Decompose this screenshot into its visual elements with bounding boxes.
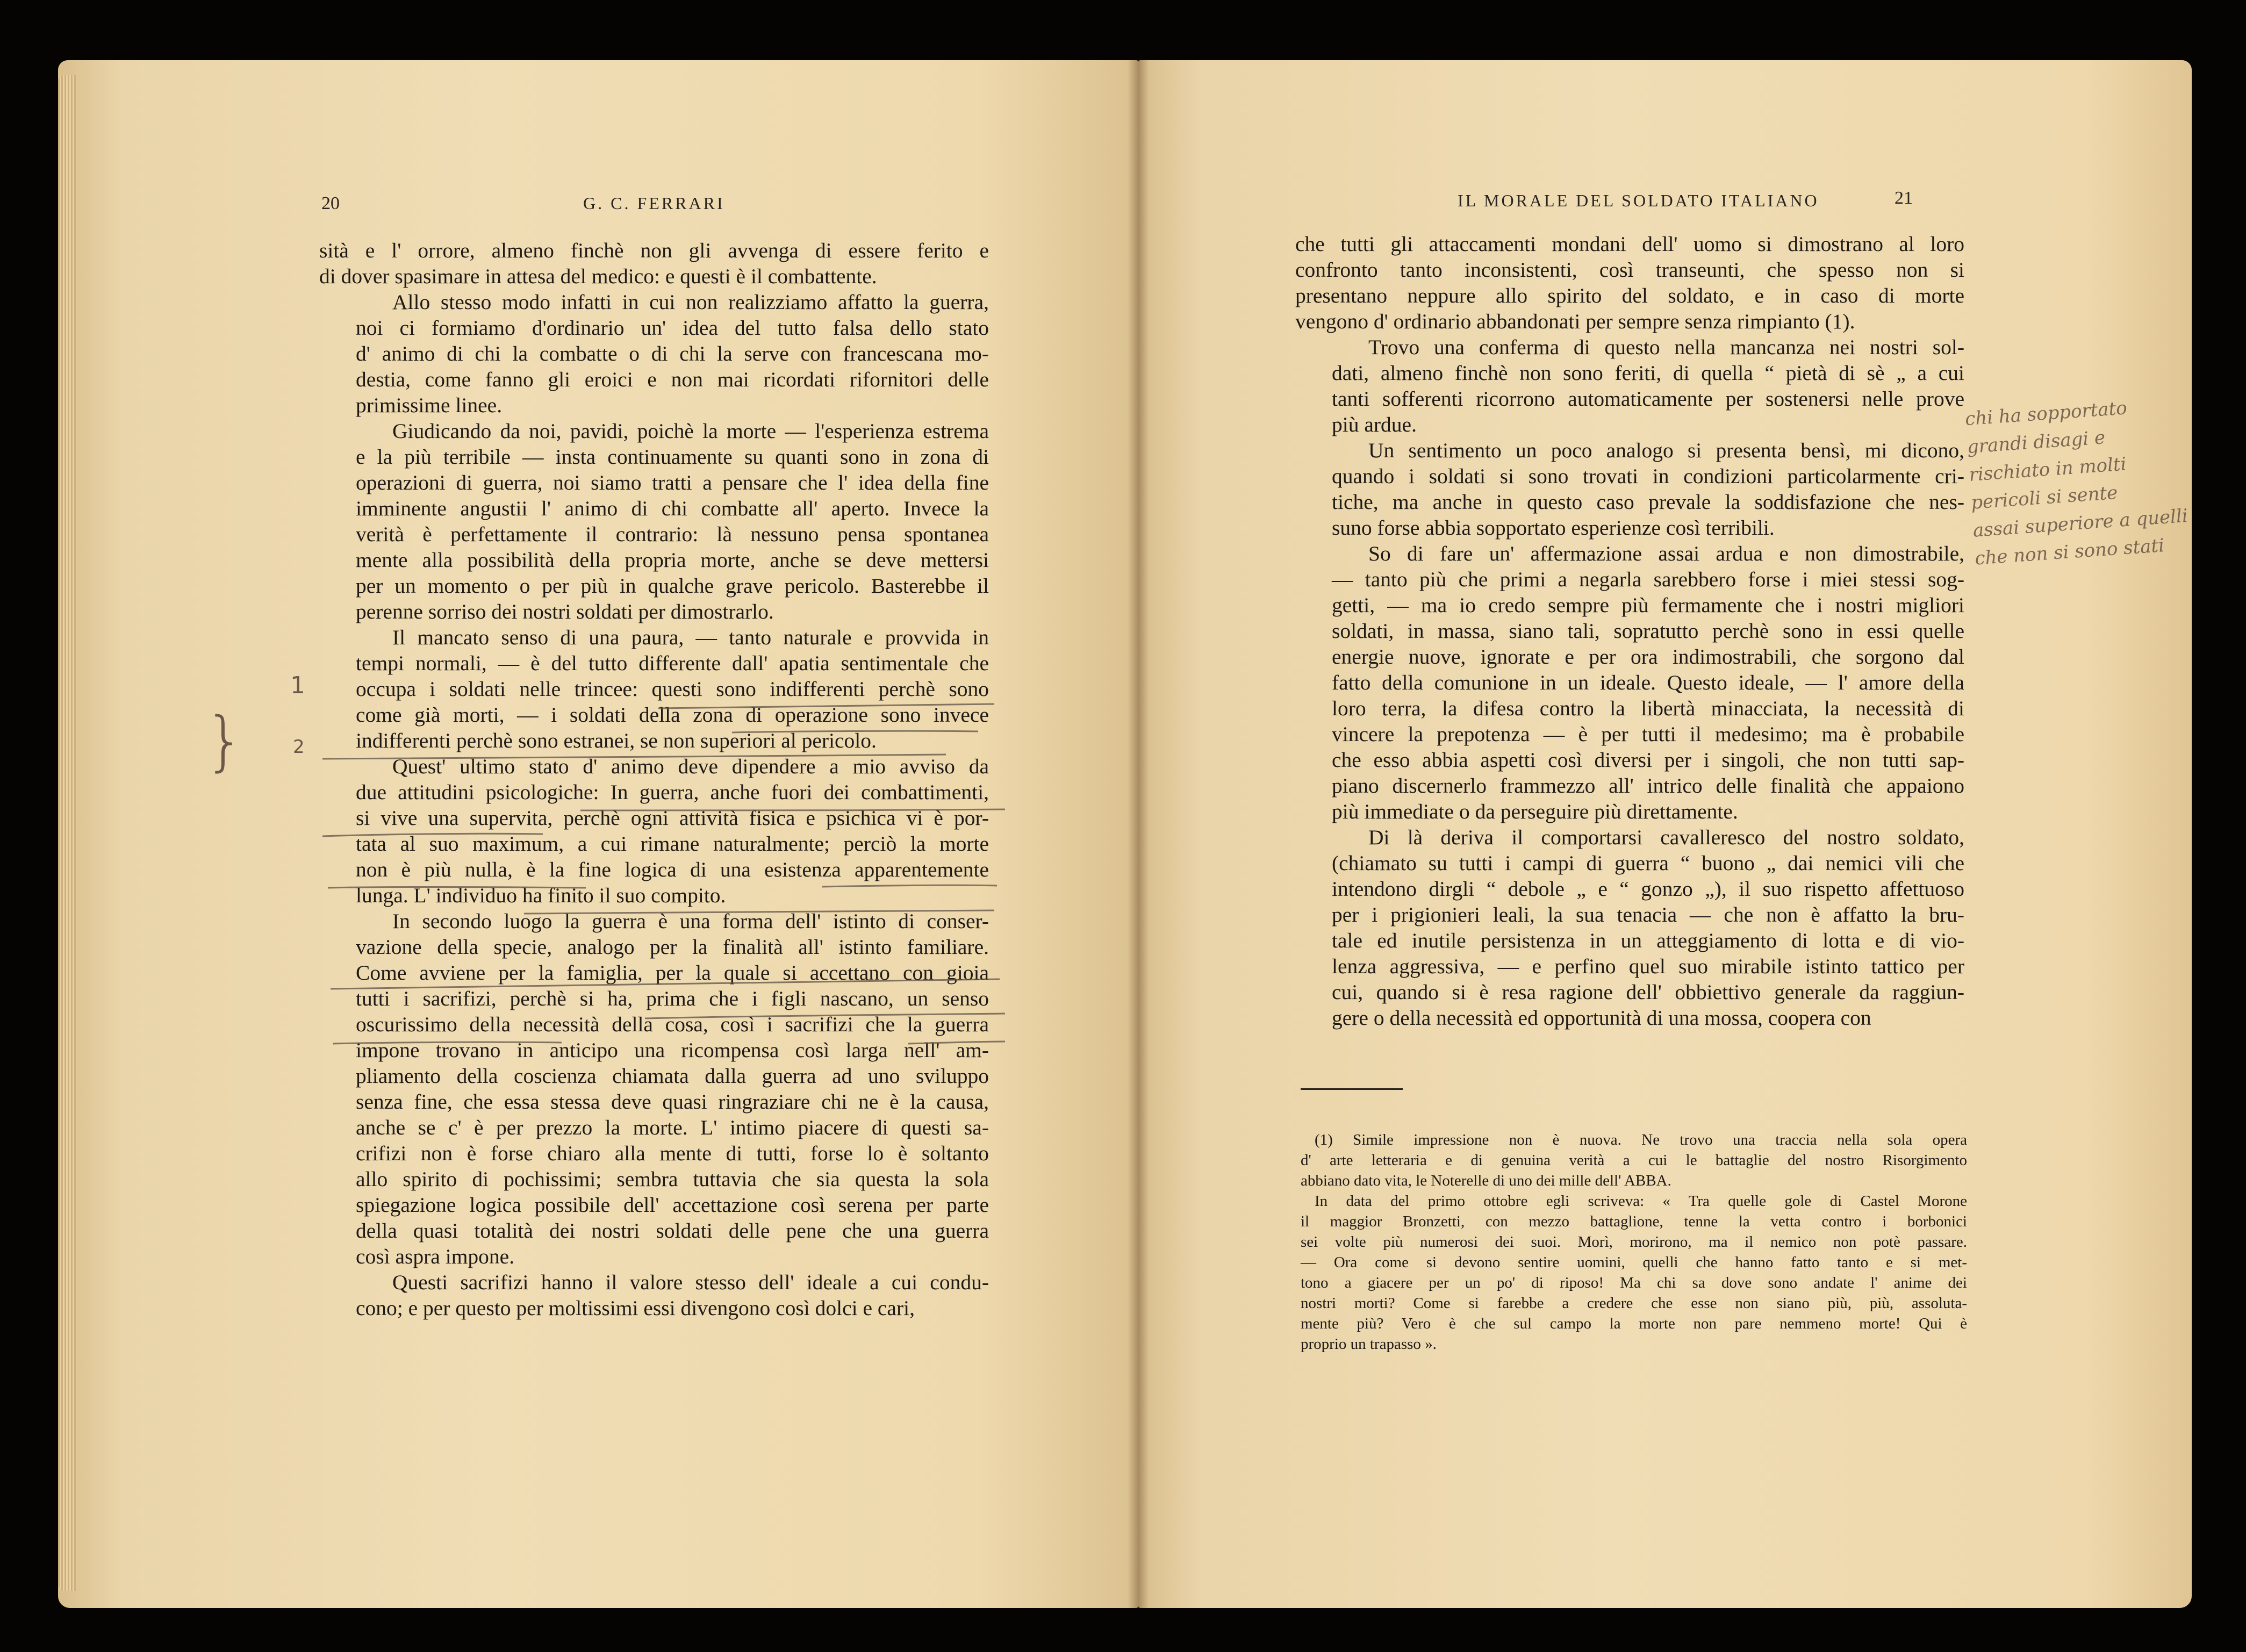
text-line: suno forse abbia sopportato esperienze così terribili. bbox=[1332, 516, 1775, 540]
text-line: occupa i soldati nelle trincee: questi sono indifferenti perchè sono bbox=[356, 677, 989, 701]
text-line: gere o della necessità ed opportunità di una mossa, coopera con bbox=[1332, 1006, 1871, 1030]
text-line: Di là deriva il comportarsi cavalleresco del nostro soldato, bbox=[1368, 825, 1964, 849]
footnote-line: tono a giacere per un po' di riposo! Ma chi sa dove sono andate l' anime dei bbox=[1301, 1274, 1967, 1291]
text-line: più immediate o da perseguire più direttamente. bbox=[1332, 800, 1738, 823]
margin-mark-2: 2 bbox=[293, 736, 305, 758]
text-line: che tutti gli attaccamenti mondani dell' uomo si dimostrano al loro bbox=[1295, 232, 1964, 256]
text-line: operazioni di guerra, noi siamo tratti a pensare che l' idea della fine bbox=[356, 471, 989, 494]
text-line: impone trovano in anticipo una ricompensa così larga nell' am- bbox=[356, 1038, 989, 1062]
text-line: vazione della specie, analogo per la finalità all' istinto familiare. bbox=[356, 935, 989, 959]
text-line: presentano neppure allo spirito del soldato, e in caso di morte bbox=[1295, 284, 1964, 307]
text-line: tutti i sacrifizi, perchè si ha, prima che i figli nascano, un senso bbox=[356, 987, 989, 1010]
text-line: Il mancato senso di una paura, — tanto naturale e provvida in bbox=[392, 626, 989, 649]
margin-mark-1: 1 bbox=[290, 672, 305, 699]
text-line: cui, quando si è resa ragione dell' obbiettivo generale da raggiun- bbox=[1332, 980, 1964, 1004]
footnote-line: mente più? Vero è che sul campo la morte non pare nemmeno morte! Qui è bbox=[1301, 1315, 1967, 1332]
text-line: cono; e per questo per moltissimi essi divengono così dolci e cari, bbox=[356, 1296, 915, 1320]
text-line: soldati, in massa, siano tali, sopratutto perchè sono in essi quelle bbox=[1332, 619, 1964, 643]
text-line: d' animo di chi la combatte o di chi la serve con francescana mo- bbox=[356, 342, 989, 365]
text-line: Un sentimento un poco analogo si presenta bensì, mi dicono, bbox=[1368, 439, 1964, 462]
margin-note-line: rischiato in molti bbox=[1968, 453, 2127, 486]
text-line: getti, — ma io credo sempre più fermamente che i nostri migliori bbox=[1332, 593, 1964, 617]
text-line: tempi normali, — è del tutto differente dall' apatia sentimentale che bbox=[356, 651, 989, 675]
text-line: lenza aggressiva, — e perfino quel suo mirabile istinto tattico per bbox=[1332, 954, 1964, 978]
left-page-header: G. C. FERRARI bbox=[583, 193, 725, 213]
footnote-line: d' arte letteraria e di genuina verità a cui le battaglie del nostro Risorgimento bbox=[1301, 1152, 1967, 1169]
text-line: perenne sorriso dei nostri soldati per dimostrarlo. bbox=[356, 600, 774, 623]
right-page-number: 21 bbox=[1895, 188, 1913, 208]
text-line: verità è perfettamente il contrario: là nessuno pensa spontanea bbox=[356, 522, 989, 546]
text-line: indifferenti perchè sono estranei, se non superiori al pericolo. bbox=[356, 729, 877, 752]
text-line: allo spirito di pochissimi; sembra tuttavia che sia questa la sola bbox=[356, 1167, 989, 1191]
margin-note-line: assai superiore a quelli bbox=[1972, 505, 2188, 542]
text-line: non è più nulla, è la fine logica di una esistenza apparentemente bbox=[356, 858, 989, 881]
text-line: della quasi totalità dei nostri soldati delle pene che una guerra bbox=[356, 1219, 989, 1242]
margin-note-line: grandi disagi e bbox=[1966, 427, 2106, 458]
text-line: così aspra impone. bbox=[356, 1245, 515, 1268]
text-line: Questi sacrifizi hanno il valore stesso dell' ideale a cui condu- bbox=[392, 1270, 989, 1294]
footnote-line: proprio un trapasso ». bbox=[1301, 1335, 1437, 1353]
text-line: due attitudini psicologiche: In guerra, anche fuori dei combattimenti, bbox=[356, 780, 989, 804]
text-line: mente alla possibilità della propria morte, anche se deve mettersi bbox=[356, 548, 989, 572]
text-line: tanti sofferenti ricorrono automaticamente per sostenersi nelle prove bbox=[1332, 387, 1964, 411]
text-line: piano discernerlo frammezzo all' intrico delle finalità che appaiono bbox=[1332, 774, 1964, 798]
text-line: energie nuove, ignorate e per ora indimostrabili, che sorgono dal bbox=[1332, 645, 1964, 669]
footnote-line: il maggior Bronzetti, con mezzo battaglione, tenne la vetta contro i borbonici bbox=[1301, 1213, 1967, 1230]
footnote-line: In data del primo ottobre egli scriveva: « Tra quelle gole di Castel Morone bbox=[1315, 1193, 1967, 1210]
footnote-line: — Ora come si devono sentire uomini, quelli che hanno fatto tanto e si met- bbox=[1301, 1254, 1967, 1271]
right-page-header: IL MORALE DEL SOLDATO ITALIANO bbox=[1458, 191, 1819, 210]
text-line: e la più terribile — insta continuamente su quanti sono in zona di bbox=[356, 445, 989, 469]
text-line: confronto tanto inconsistenti, così transeunti, che spesso non si bbox=[1295, 258, 1964, 282]
text-line: anche se c' è per prezzo la morte. L' intimo piacere di questi sa- bbox=[356, 1116, 989, 1139]
footnote-line: abbiano dato vita, le Noterelle di uno dei mille dell' ABBA. bbox=[1301, 1172, 1671, 1189]
margin-note-line: che non si sono stati bbox=[1974, 535, 2165, 570]
text-line: tiche, ma anche in questo caso prevale la soddisfazione che nes- bbox=[1332, 490, 1964, 514]
text-line: spiegazione logica possibile dell' accettazione così serena per parte bbox=[356, 1193, 989, 1217]
text-line: crifizi non è forse chiaro alla mente di tutti, forse lo è soltanto bbox=[356, 1141, 989, 1165]
text-line: — tanto più che primi a negarla sarebbero forse i miei stessi sog- bbox=[1332, 568, 1964, 591]
text-line: destia, come fanno gli eroici e non mai ricordati rifornitori delle bbox=[356, 368, 989, 391]
text-line: senza fine, che essa stessa deve quasi ringraziare chi ne è la causa, bbox=[356, 1090, 989, 1114]
text-line: In secondo luogo la guerra è una forma dell' istinto di conser- bbox=[392, 909, 989, 933]
text-line: noi ci formiamo d'ordinario un' idea del tutto falsa dello stato bbox=[356, 316, 989, 340]
text-line: che esso abbia aspetti così diversi per i singoli, che non tutti sap- bbox=[1332, 748, 1964, 772]
text-line: Giudicando da noi, pavidi, poichè la morte — l'esperienza estrema bbox=[392, 419, 989, 443]
left-page-number: 20 bbox=[321, 193, 340, 213]
margin-brace: } bbox=[204, 704, 246, 779]
text-line: Allo stesso modo infatti in cui non realizziamo affatto la guerra, bbox=[392, 290, 989, 314]
text-line: primissime linee. bbox=[356, 393, 503, 417]
text-line: per i prigionieri leali, la sua tenacia — che non è affatto la bru- bbox=[1332, 903, 1964, 926]
text-line: So di fare un' affermazione assai ardua e non dimostrabile, bbox=[1368, 542, 1964, 565]
margin-note-line: chi ha sopportato bbox=[1964, 397, 2128, 430]
text-line: di dover spasimare in attesa del medico: e questi è il combattente. bbox=[319, 264, 877, 288]
text-line: tata al suo maximum, a cui rimane naturalmente; perciò la morte bbox=[356, 832, 989, 856]
text-line: (chiamato su tutti i campi di guerra “ buono „ dai nemici vili che bbox=[1332, 851, 1964, 875]
text-line: vengono d' ordinario abbandonati per sempre senza rimpianto (1). bbox=[1295, 310, 1855, 333]
footnote-line: (1) Simile impressione non è nuova. Ne trovo una traccia nella sola opera bbox=[1315, 1131, 1967, 1148]
text-line: fatto della comunione in un ideale. Questo ideale, — l' amore della bbox=[1332, 671, 1964, 694]
text-line: intendono dirgli “ debole „ e “ gonzo „), il suo rispetto affettuoso bbox=[1332, 877, 1964, 901]
text-line: oscurissimo della necessità della cosa, così i sacrifizi che la guerra bbox=[356, 1012, 989, 1036]
text-line: Quest' ultimo stato d' animo deve dipendere a mio avviso da bbox=[392, 755, 989, 778]
text-line: tale ed inutile persistenza in un atteggiamento di lotta e di vio- bbox=[1332, 929, 1964, 952]
text-line: loro terra, la difesa contro la libertà minacciata, la necessità di bbox=[1332, 696, 1964, 720]
text-line: pliamento della coscienza chiamata dalla guerra ad uno sviluppo bbox=[356, 1064, 989, 1088]
text-line: Trovo una conferma di questo nella mancanza nei nostri sol- bbox=[1368, 335, 1964, 359]
margin-note-line: pericoli si sente bbox=[1970, 482, 2119, 514]
footnote-line: nostri morti? Come si farebbe a credere che esse non siano più, più, assoluta- bbox=[1301, 1295, 1967, 1312]
text-line: si vive una supervita, perchè ogni attività fisica e psichica vi è por- bbox=[356, 806, 989, 830]
text-line: quando i soldati si sono trovati in condizioni particolarmente cri- bbox=[1332, 464, 1964, 488]
text-line: per un momento o per più in qualche grave pericolo. Basterebbe il bbox=[356, 574, 989, 598]
footnote-line: sei volte più numerosi dei suoi. Morì, morirono, ma il nemico non potè passare. bbox=[1301, 1233, 1967, 1251]
text-line: sità e l' orrore, almeno finchè non gli avvenga di essere ferito e bbox=[319, 239, 989, 262]
text-line: dati, almeno finchè non sono feriti, di quella “ pietà di sè „ a cui bbox=[1332, 361, 1964, 385]
text-line: Come avviene per la famiglia, per la quale si accettano con gioia bbox=[356, 961, 989, 985]
text-line: lunga. L' individuo ha finito il suo compito. bbox=[356, 884, 726, 907]
text-line: vincere la prepotenza — è per tutti il medesimo; ma è probabile bbox=[1332, 722, 1964, 746]
text-line: come già morti, — i soldati della zona di operazione sono invece bbox=[356, 703, 989, 727]
text-line: imminente angustii l' animo di chi combatte all' aperto. Invece la bbox=[356, 497, 989, 520]
text-line: più ardue. bbox=[1332, 413, 1417, 436]
